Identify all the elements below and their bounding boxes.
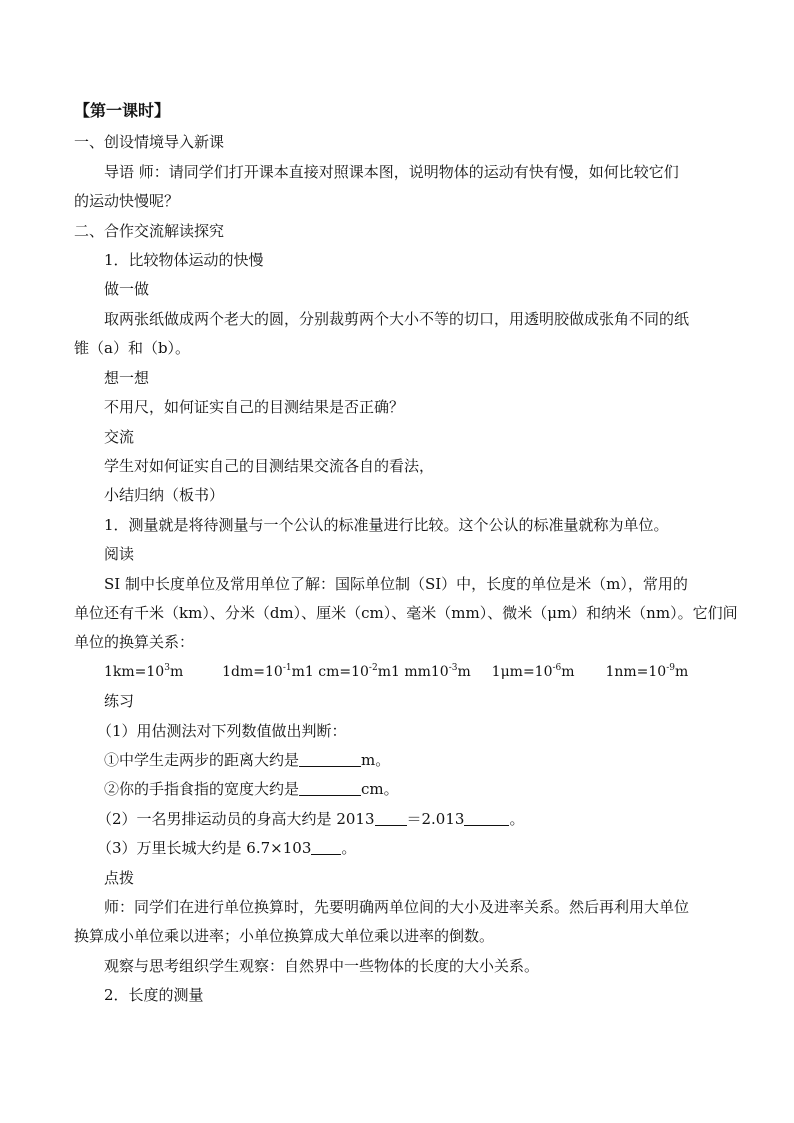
observe-text: 观察与思考组织学生观察：自然界中一些物体的长度的大小关系。 [104,957,540,975]
answer-blank[interactable] [311,840,341,855]
tip-line-2: 换算成小单位乘以进率；小单位换算成大单位乘以进率的倒数。 [74,927,495,945]
think-label: 想一想 [104,369,150,387]
summary-text: 1．测量就是将待测量与一个公认的标准量进行比较。这个公认的标准量就称为单位。 [104,516,669,534]
read-label: 阅读 [104,545,135,563]
subheading-2: 2．长度的测量 [104,986,204,1004]
section1-heading: 一、创设情境导入新课 [74,133,225,151]
do-line-1: 取两张纸做成两个老大的圆，分别裁剪两个大小不等的切口，用透明胶做成张角不同的纸 [104,310,690,328]
question-1a: ①中学生走两步的距离大约是 m。 [104,751,391,769]
answer-blank[interactable] [299,781,361,796]
intro-line-2: 的运动快慢呢？ [74,192,180,210]
question-2: （2）一名男排运动员的身高大约是 2013 ＝2.013 。 [97,810,525,828]
conv-um: $1\mu m=10^{-6}m$ [491,663,575,680]
tip-label: 点拨 [104,869,135,887]
read-line-1: SI 制中长度单位及常用单位了解：国际单位制（SI）中，长度的单位是米（m），常用的 [104,575,688,593]
conv-km: $1km=10^3m$ [104,663,184,680]
read-line-2: 单位还有千米（km）、分米（dm）、厘米（cm）、毫米（mm）、微米（μm）和纳米（nm）。它们间 [74,604,738,622]
do-label: 做一做 [104,280,150,298]
exchange-text: 学生对如何证实自己的目测结果交流各自的看法， [104,457,435,475]
question-1: （1）用估测法对下列数值做出判断： [97,722,347,740]
answer-blank[interactable] [464,811,509,826]
unit-conversions [104,662,688,682]
section2-heading: 二、合作交流解读探究 [74,222,225,240]
think-text: 不用尺，如何证实自己的目测结果是否正确？ [104,398,405,416]
subheading-1: 1．比较物体运动的快慢 [104,251,264,269]
intro-line-1: 导语 师：请同学们打开课本直接对照课本图，说明物体的运动有快有慢，如何比较它们 [104,163,679,181]
conv-nm: $1nm=10^{-9}m$ [605,663,689,680]
summary-label: 小结归纳（板书） [104,486,225,504]
tip-line-1: 师：同学们在进行单位换算时，先要明确两单位间的大小及进率关系。然后再利用大单位 [104,898,690,916]
lesson-title: 【第一课时】 [74,101,171,120]
read-line-3: 单位的换算关系： [74,633,195,651]
question-3: （3）万里长城大约是 6.7×103 。 [97,839,357,857]
exchange-label: 交流 [104,428,135,446]
do-line-2: 锥（a）和（b）。 [74,339,191,357]
conv-dm-cm-mm: $1dm=10^{-1}m1$ $cm=10^{-2}m1$ $mm10^{-3}m$ [222,663,471,680]
answer-blank[interactable] [299,752,361,767]
practice-label: 练习 [104,692,135,710]
question-1b: ②你的手指食指的宽度大约是 cm。 [104,780,399,798]
answer-blank[interactable] [375,811,407,826]
